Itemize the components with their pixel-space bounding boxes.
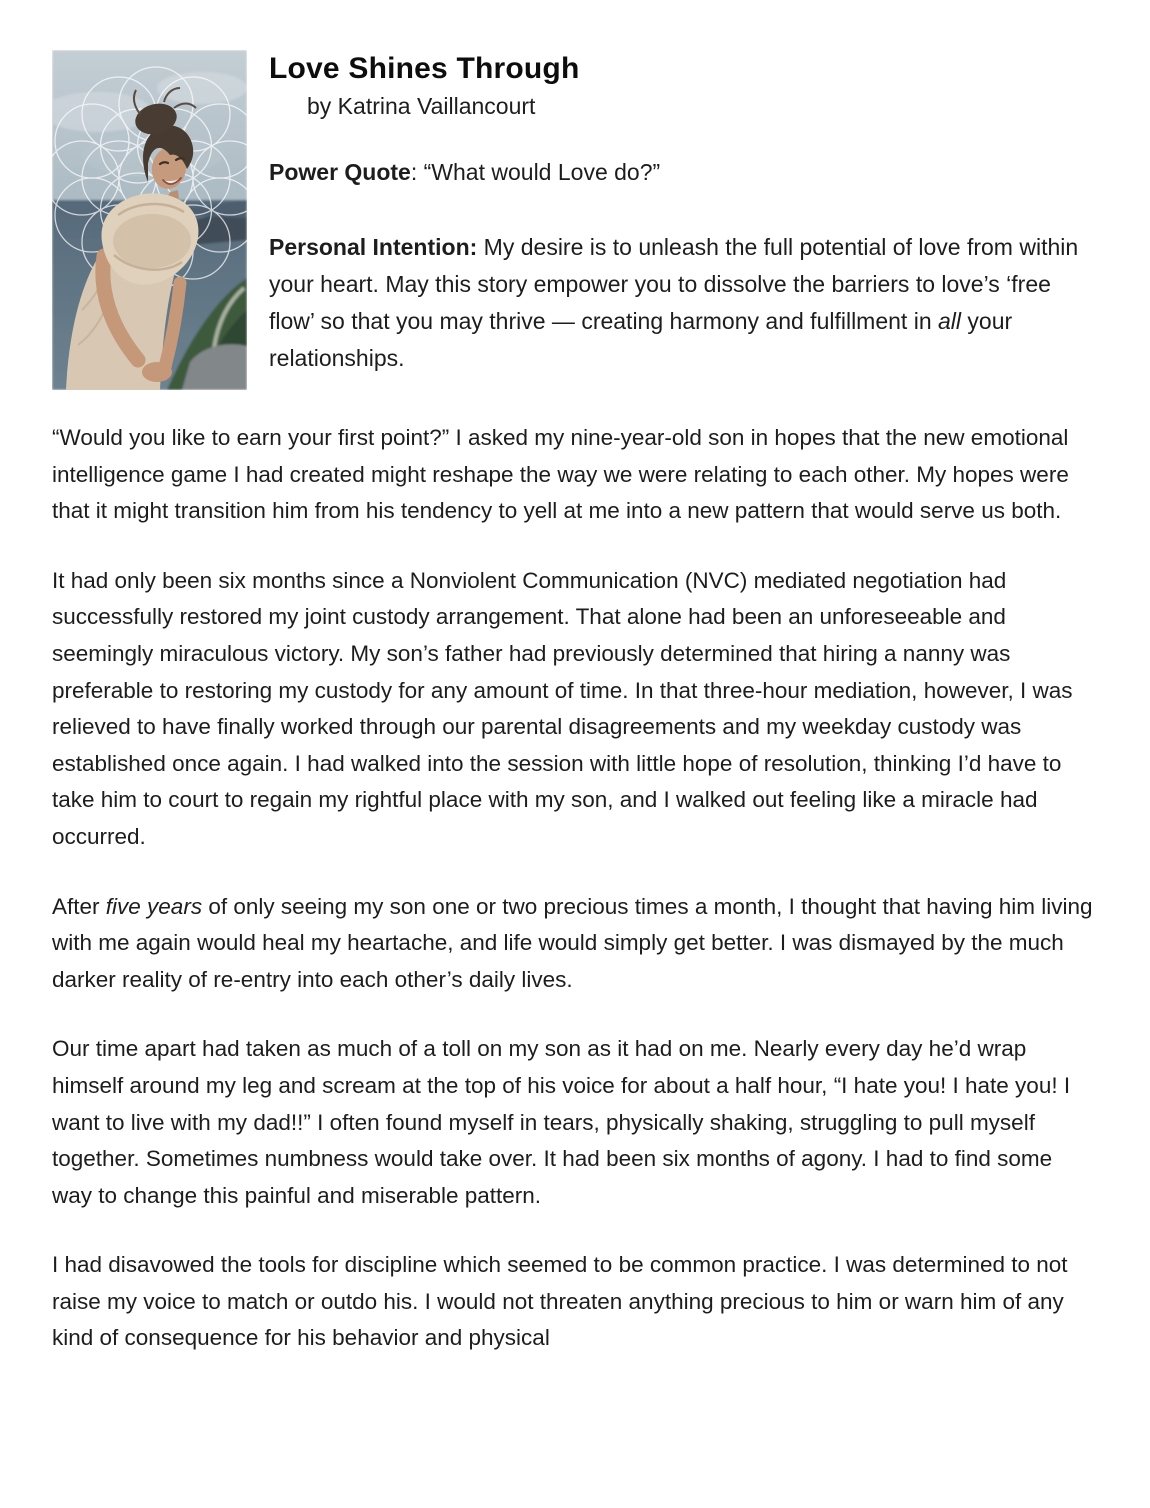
power-quote-text: “What would Love do?”: [423, 159, 661, 185]
paragraph-3-italic: five years: [105, 893, 203, 919]
paragraph-5-text: I had disavowed the tools for discipline which seemed to be common practice. I was determined to not raise my voice to match or outdo his. I would not threaten anything precious to him or warn him of any kind of consequence for his behavior and physical: [52, 1252, 1068, 1351]
paragraph-3-text-after: of only seeing my son one or two precious times a month, I thought that having him living with me again would heal my heartache, and life would simply get better. I was dismayed by the much darker reality of re-entry into each other’s daily lives.: [52, 893, 1093, 992]
paragraph-4-text: Our time apart had taken as much of a toll on my son as it had on me. Nearly every day he’d wrap himself around my leg and scream at the top of his voice for about a half hour, “I hate you! I hate you! I want to live with my dad!!” I often found myself in tears, physically shaking, struggling to pull myself together. Sometimes numbness would take over. It had been six months of agony. I had to find some way to change this painful and miserable pattern.: [52, 1036, 1071, 1208]
intention-label: Personal Intention:: [269, 234, 478, 260]
paragraph-2: [52, 563, 1098, 856]
page-title: Love Shines Through: [269, 52, 580, 85]
power-quote-separator: :: [410, 159, 424, 185]
power-quote: [269, 159, 1098, 186]
personal-intention: [269, 229, 1098, 377]
paragraph-3: [52, 889, 1098, 999]
header-section: [52, 50, 1098, 390]
intention-text: My desire is to unleash the full potential of love from within your heart. May this story empower you to dissolve the barriers to love’s ‘free flow’ so that you may thrive — creating harmony and fulfillment in: [269, 234, 1079, 334]
intention-text-after: your relationships.: [269, 308, 1013, 371]
paragraph-2-text: It had only been six months since a Nonviolent Communication (NVC) mediated negotiation had successfully restored my joint custody arrangement. That alone had been an unforeseeable and seemingly miraculous victory. My son’s father had previously determined that hiring a nanny was preferable to restoring my custody for any amount of time. In that three-hour mediation, however, I was relieved to have finally worked through our parental disagreements and my weekday custody was established once again. I had walked into the session with little hope of resolution, thinking I’d have to take him to court to regain my rightful place with my son, and I walked out feeling like a miracle had occurred.: [52, 567, 1073, 849]
paragraph-3-text: After: [52, 893, 106, 919]
paragraph-4: [52, 1031, 1098, 1214]
paragraph-1-text: “Would you like to earn your first point?” I asked my nine-year-old son in hopes that the new emotional intelligence game I had created might reshape the way we were relating to each other. My hopes were that it might transition him from his tendency to yell at me into a new pattern that would serve us both.: [52, 425, 1069, 524]
intention-italic: all: [938, 308, 962, 334]
paragraph-5: [52, 1247, 1098, 1357]
author-photo-illustration: [52, 50, 247, 390]
power-quote-label: Power Quote: [269, 159, 411, 185]
title-block: [269, 50, 1098, 377]
story-body: [52, 420, 1098, 1357]
author-photo: [52, 50, 247, 390]
paragraph-1: [52, 420, 1098, 530]
byline: by Katrina Vaillancourt: [307, 93, 536, 119]
